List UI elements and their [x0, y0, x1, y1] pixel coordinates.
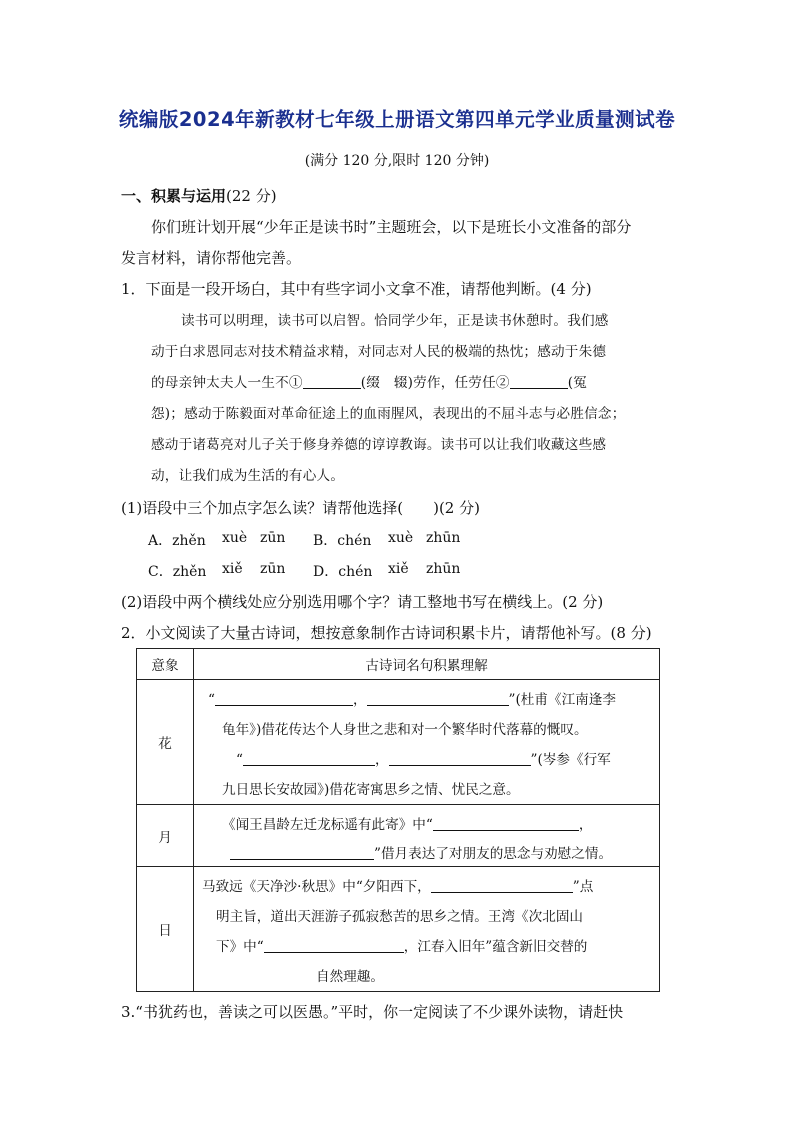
flower-blank-3[interactable]	[243, 750, 375, 766]
option-d-label: D．chén	[313, 564, 373, 580]
section1-score: (22 分)	[226, 187, 277, 205]
option-c-label: C．zhěn	[148, 564, 207, 580]
flower-line-2: 龟年》)借花传达个人身世之悲和对一个繁华时代落幕的慨叹。	[222, 722, 588, 738]
flower-line-4: 九日思长安故园》)借花寄寓思乡之情、忧民之意。	[222, 782, 520, 798]
moon-cell	[194, 805, 660, 867]
q1-stem: 1．下面是一段开场白，其中有些字词小文拿不准，请帮他判断。(4 分)	[121, 280, 592, 298]
q1-passage-line-6: 动，让我们成为生活的有心人。	[151, 468, 345, 484]
flower-blank-4[interactable]	[389, 750, 531, 766]
image-flower: 花	[137, 680, 194, 805]
sun-line-2: 明主旨，道出天涯游子孤寂愁苦的思乡之情。王湾《次北固山	[216, 909, 584, 925]
sun-line-1-end: ”点	[572, 879, 594, 895]
section1-heading	[121, 186, 277, 206]
image-moon: 月	[137, 805, 194, 867]
moon-line-2-end: ”借月表达了对朋友的思念与劝慰之情。	[374, 846, 613, 862]
poem-card-table	[136, 648, 660, 992]
sun-line-3-end: ，江春入旧年”蕴含新旧交替的	[403, 939, 588, 955]
option-c-pinyin-3: zūn	[260, 561, 286, 577]
option-b-pinyin-2: xuè	[388, 530, 414, 546]
flower-line-3: “ ， ”(岑参《行军	[236, 752, 611, 768]
q1-sub2: (2)语段中两个横线处应分别选用哪个字？请工整地书写在横线上。(2 分)	[121, 593, 604, 611]
blank-2[interactable]	[510, 373, 568, 389]
sun-line-3	[216, 935, 587, 955]
q1-passage-line-1: 读书可以明理，读书可以启智。恰同学少年，正是读书休憩时。我们感	[181, 313, 609, 329]
blank1-prefix: 的母亲钟太夫人一生不①	[151, 375, 303, 391]
sun-blank-1[interactable]	[431, 877, 573, 893]
option-d-pinyin-2: xiě	[388, 561, 409, 577]
sun-line-1	[202, 875, 593, 895]
table-header-image: 意象	[137, 649, 194, 680]
option-b-label: B．chén	[313, 533, 372, 549]
flower-line-1-end: ”(杜甫《江南逢李	[508, 692, 616, 708]
q1-sub1: (1)语段中三个加点字怎么读？请帮他选择( )(2 分)	[121, 499, 480, 517]
page-subtitle: (满分 120 分,限时 120 分钟)	[304, 153, 490, 169]
intro-line-2: 发言材料，请你帮他完善。	[121, 249, 302, 267]
moon-blank-1[interactable]	[433, 815, 579, 831]
option-a-label: A．zhěn	[148, 533, 206, 549]
option-c-pinyin-2: xiě	[222, 561, 243, 577]
q1-passage-line-2: 动于白求恩同志对技术精益求精，对同志对人民的极端的热忱；感动于朱德	[151, 344, 607, 360]
moon-line-2	[230, 842, 612, 862]
flower-cell	[194, 680, 660, 805]
moon-blank-2[interactable]	[230, 844, 374, 860]
moon-line-1: 《闻王昌龄左迁龙标遥有此寄》中“ ，	[222, 817, 593, 833]
section1-heading-text: 一、积累与运用	[121, 187, 227, 205]
q1-passage-line-3	[151, 373, 587, 393]
q2-stem: 2．小文阅读了大量古诗词，想按意象制作古诗词积累卡片，请帮他补写。(8 分)	[121, 624, 652, 642]
table-row-flower	[137, 680, 660, 805]
image-sun: 日	[137, 867, 194, 992]
q1-passage-line-5: 感动于诸葛亮对儿子关于修身养德的谆谆教诲。读书可以让我们收藏这些感	[151, 437, 607, 453]
blank1-choice: (缀 辍)劳作，任劳任②	[360, 375, 510, 391]
option-a-pinyin-3: zūn	[260, 530, 286, 546]
sun-cell	[194, 867, 660, 992]
q1-passage-line-4: 怨)；感动于陈毅面对革命征途上的血雨腥风，表现出的不屈斗志与必胜信念；	[151, 406, 626, 422]
sun-line-1-start: 马致远《天净沙·秋思》中“夕阳西下，	[202, 879, 431, 895]
intro-line-1: 你们班计划开展“少年正是读书时”主题班会，以下是班长小文准备的部分	[151, 218, 632, 236]
sun-blank-2[interactable]	[264, 937, 404, 953]
flower-line-3-end: ”(岑参《行军	[530, 752, 611, 768]
table-row-sun	[137, 867, 660, 992]
option-b-pinyin-3: zhūn	[426, 530, 461, 546]
sun-line-3-start: 下》中“	[216, 939, 264, 955]
page-title: 统编版2024年新教材七年级上册语文第四单元学业质量测试卷	[118, 108, 676, 131]
option-a-pinyin-2: xuè	[222, 530, 248, 546]
table-row-moon	[137, 805, 660, 867]
flower-blank-2[interactable]	[367, 690, 509, 706]
blank-1[interactable]	[303, 373, 361, 389]
option-d-pinyin-3: zhūn	[426, 561, 461, 577]
q3-stem: 3.“书犹药也，善读之可以医愚。”平时，你一定阅读了不少课外读物，请赶快	[121, 1003, 624, 1021]
flower-blank-1[interactable]	[215, 690, 353, 706]
blank2-choice: (冤	[567, 375, 587, 391]
sun-line-4: 自然理趣。	[316, 969, 384, 985]
flower-line-1: “ ， ”(杜甫《江南逢李	[208, 692, 616, 708]
moon-line-1-start: 《闻王昌龄左迁龙标遥有此寄》中“	[222, 817, 433, 833]
table-header-content: 古诗词名句积累理解	[194, 649, 660, 680]
